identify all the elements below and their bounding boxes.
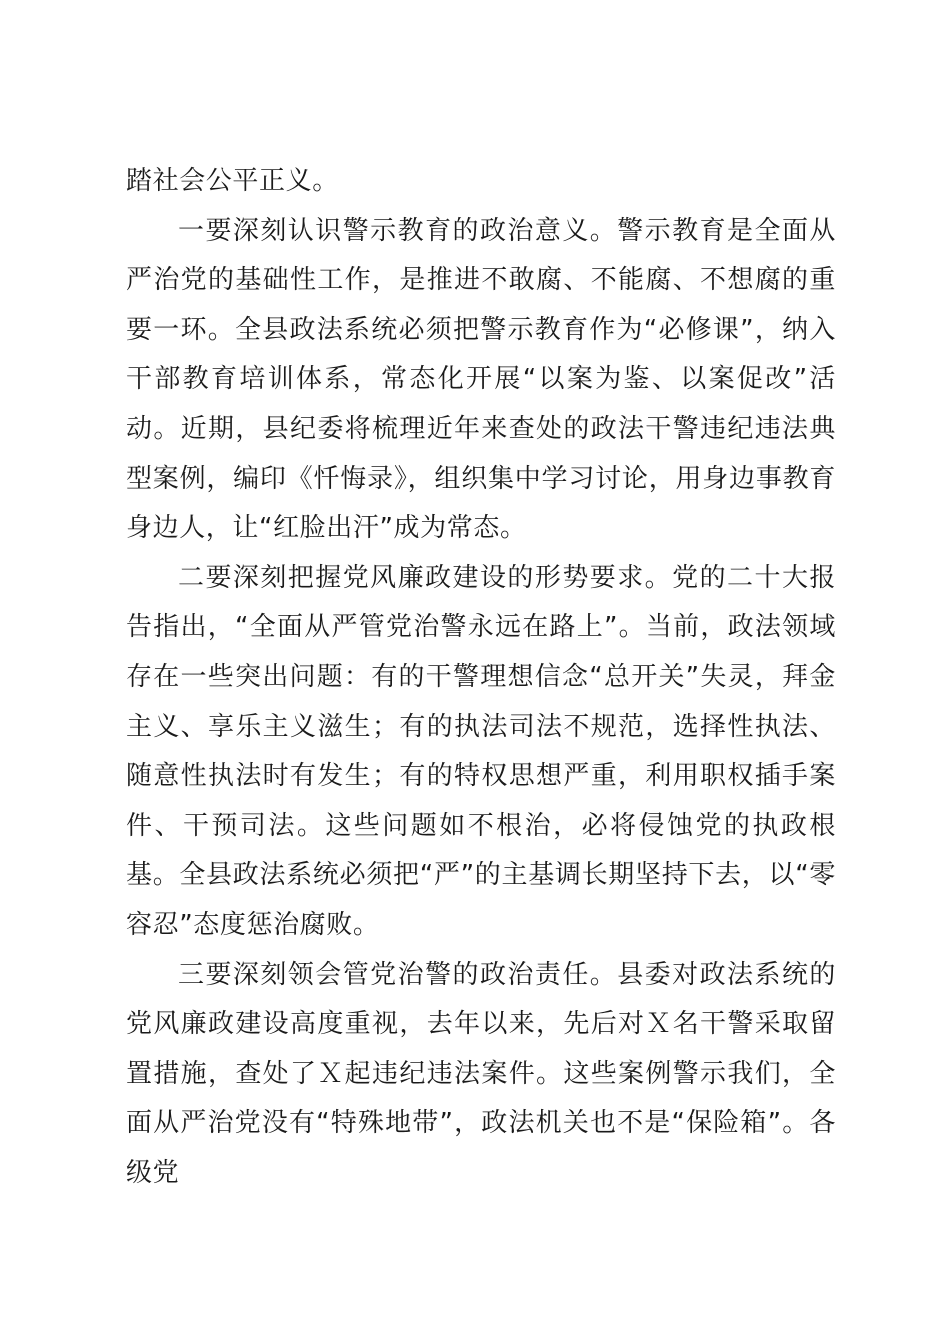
paragraph-continuation: 踏社会公平正义。 xyxy=(126,166,339,196)
paragraph-political-responsibility: 三要深刻领会管党治警的政治责任。县委对政法系统的党风廉政建设高度重视，去年以来，先后对Ｘ名干警采取留置措施，查处了Ｘ起违纪违法案件。这些案例警示我们，全面从严治党没有“特殊地带”，政法机关也不是“保险箱”。各级党 xyxy=(126,959,836,1188)
paragraph-warning-education: 一要深刻认识警示教育的政治意义。警示教育是全面从严治党的基础性工作，是推进不敢腐、不能腐、不想腐的重要一环。全县政法系统必须把警示教育作为“必修课”，纳入干部教育培训体系，常态化开展“以案为鉴、以案促改”活动。近期，县纪委将梳理近年来查处的政法干警违纪违法典型案例，编印《忏悔录》，组织集中学习讨论，用身边事教育身边人，让“红脸出汗”成为常态。 xyxy=(126,215,836,544)
document-body xyxy=(126,157,836,1198)
paragraph-situation-requirements: 二要深刻把握党风廉政建设的形势要求。党的二十大报告指出，“全面从严管党治警永远在路上”。当前，政法领域存在一些突出问题：有的干警理想信念“总开关”失灵，拜金主义、享乐主义滋生；有的执法司法不规范，选择性执法、随意性执法时有发生；有的特权思想严重，利用职权插手案件、干预司法。这些问题如不根治，必将侵蚀党的执政根基。全县政法系统必须把“严”的主基调长期坚持下去，以“零容忍”态度惩治腐败。 xyxy=(126,562,836,940)
